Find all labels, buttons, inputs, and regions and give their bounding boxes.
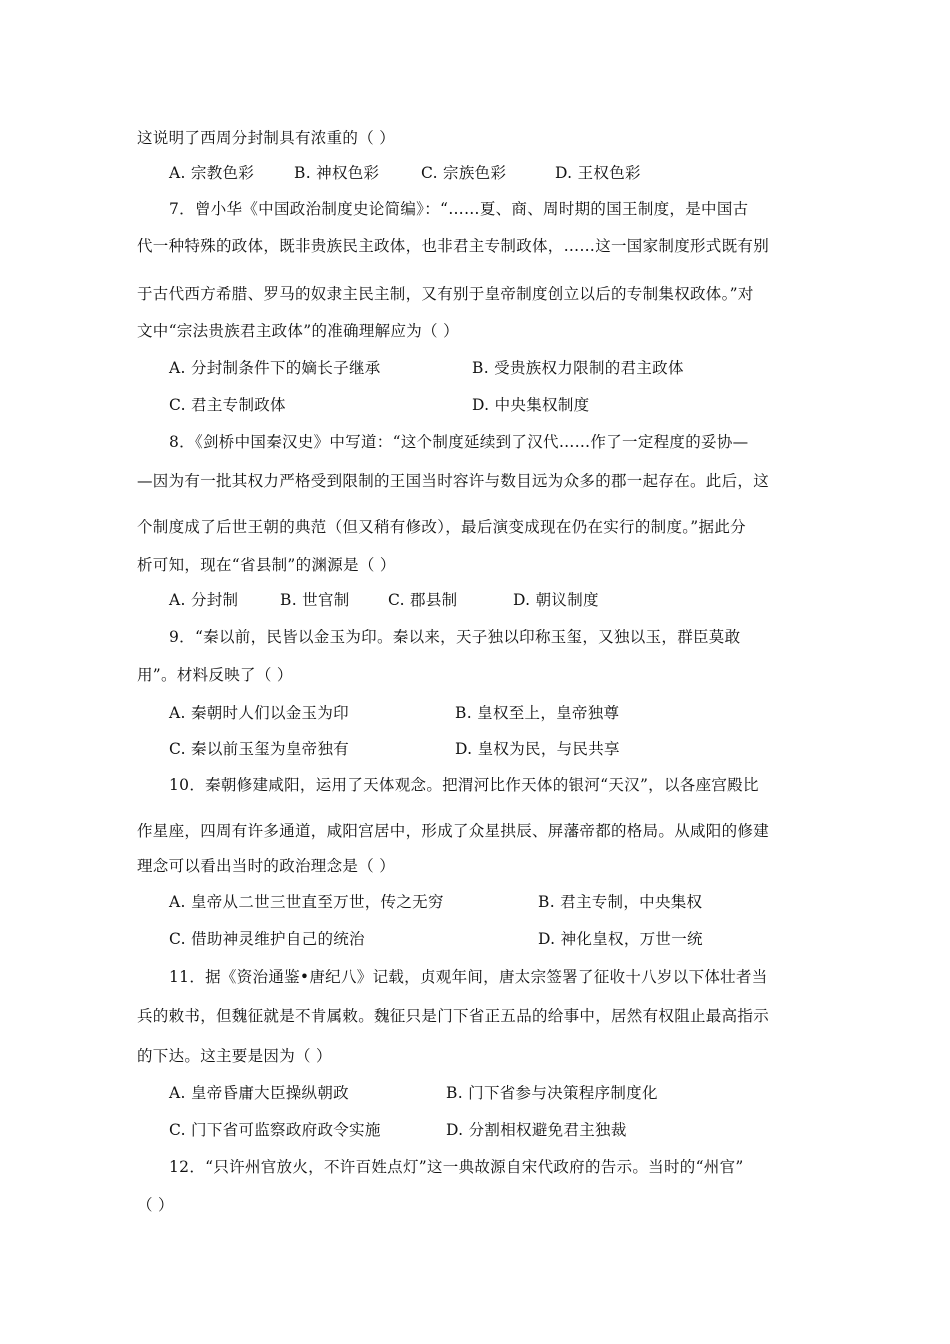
- q11-option-c: C. 门下省可监察政府政令实施: [169, 1121, 381, 1139]
- question-11-line-2: 兵的敕书，但魏征就是不肯属敕。魏征只是门下省正五品的给事中，居然有权阻止最高指示: [137, 1007, 770, 1025]
- q7-option-d: D. 中央集权制度: [472, 396, 590, 414]
- q11-option-b: B. 门下省参与决策程序制度化: [446, 1084, 658, 1102]
- question-9-line-1: 9．“秦以前，民皆以金玉为印。秦以来，天子独以印称玉玺，又独以玉，群臣莫敢: [169, 628, 741, 646]
- question-10-line-2: 作星座，四周有许多通道，咸阳宫居中，形成了众星拱辰、屏藩帝都的格局。从咸阳的修建: [137, 822, 770, 840]
- question-12-line-2: （ ）: [137, 1196, 174, 1214]
- q8-option-c: C. 郡县制: [388, 591, 458, 609]
- q6-option-c: C. 宗族色彩: [421, 164, 507, 182]
- question-10-line-1: 10．秦朝修建咸阳，运用了天体观念。把渭河比作天体的银河“天汉”，以各座宫殿比: [169, 776, 759, 794]
- q7-option-a: A. 分封制条件下的嫡长子继承: [169, 359, 381, 377]
- question-8-line-4: 析可知，现在“省县制”的渊源是（ ）: [137, 556, 396, 574]
- question-12-line-1: 12．“只许州官放火，不许百姓点灯”这一典故源自宋代政府的告示。当时的“州官”: [169, 1158, 744, 1176]
- question-11-line-1: 11．据《资治通鉴•唐纪八》记载，贞观年间，唐太宗签署了征收十八岁以下体壮者当: [169, 968, 768, 986]
- question-7-line-1: 7．曾小华《中国政治制度史论简编》：“……夏、商、周时期的国王制度，是中国古: [169, 200, 749, 218]
- q7-option-c: C. 君主专制政体: [169, 396, 286, 414]
- q7-option-b: B. 受贵族权力限制的君主政体: [472, 359, 684, 377]
- question-7-line-2: 代一种特殊的政体，既非贵族民主政体，也非君主专制政体，……这一国家制度形式既有别: [137, 237, 770, 255]
- q9-option-a: A. 秦朝时人们以金玉为印: [169, 704, 349, 722]
- question-9-line-2: 用”。材料反映了（ ）: [137, 666, 293, 684]
- q11-option-d: D. 分割相权避免君主独裁: [446, 1121, 627, 1139]
- question-11-line-3: 的下达。这主要是因为（ ）: [137, 1047, 332, 1065]
- question-8-line-1: 8．《剑桥中国秦汉史》中写道：“这个制度延续到了汉代……作了一定程度的妥协—: [169, 433, 749, 451]
- q9-option-b: B. 皇权至上，皇帝独尊: [455, 704, 620, 722]
- q9-option-d: D. 皇权为民，与民共享: [455, 740, 620, 758]
- question-8-line-2: —因为有一批其权力严格受到限制的王国当时容许与数目远为众多的郡一起存在。此后，这: [137, 472, 770, 490]
- q8-option-b: B. 世官制: [280, 591, 350, 609]
- q8-option-a: A. 分封制: [169, 591, 239, 609]
- q6-option-b: B. 神权色彩: [294, 164, 380, 182]
- question-7-line-3: 于古代西方希腊、罗马的奴隶主民主制，又有别于皇帝制度创立以后的专制集权政体。”对: [137, 285, 754, 303]
- q10-option-c: C. 借助神灵维护自己的统治: [169, 930, 365, 948]
- q11-option-a: A. 皇帝昏庸大臣操纵朝政: [169, 1084, 349, 1102]
- question-7-line-4: 文中“宗法贵族君主政体”的准确理解应为（ ）: [137, 322, 459, 340]
- question-6-stem-tail: 这说明了西周分封制具有浓重的（ ）: [137, 129, 396, 147]
- question-8-line-3: 个制度成了后世王朝的典范（但又稍有修改），最后演变成现在仍在实行的制度。”据此分: [137, 518, 746, 536]
- q10-option-d: D. 神化皇权，万世一统: [538, 930, 703, 948]
- q8-option-d: D. 朝议制度: [513, 591, 599, 609]
- q6-option-d: D. 王权色彩: [555, 164, 641, 182]
- q9-option-c: C. 秦以前玉玺为皇帝独有: [169, 740, 350, 758]
- q6-option-a: A. 宗教色彩: [169, 164, 255, 182]
- q10-option-a: A. 皇帝从二世三世直至万世，传之无穷: [169, 893, 444, 911]
- q10-option-b: B. 君主专制，中央集权: [538, 893, 703, 911]
- question-10-line-3: 理念可以看出当时的政治理念是（ ）: [137, 857, 396, 875]
